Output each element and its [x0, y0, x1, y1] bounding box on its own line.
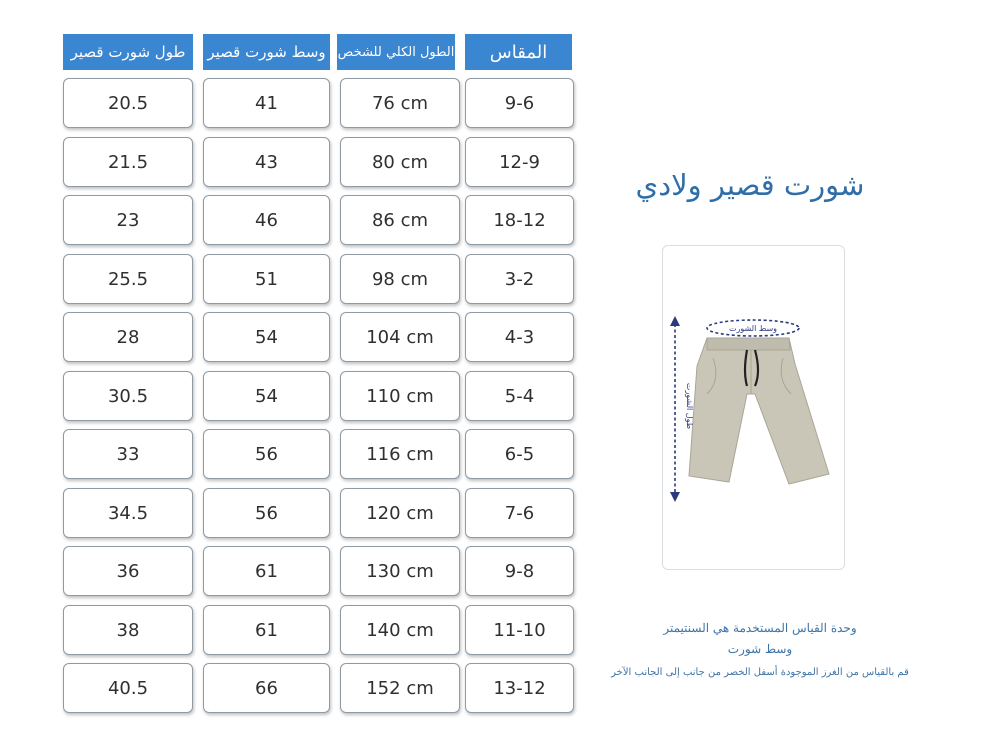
header-total-length: الطول الكلي للشخص [337, 34, 455, 70]
cell-waist: 61 [203, 546, 330, 596]
cell-waist: 51 [203, 254, 330, 304]
cell-height: 80 cm [340, 137, 460, 187]
cell-size: 7-6 [465, 488, 574, 538]
cell-waist: 56 [203, 429, 330, 479]
cell-height: 116 cm [340, 429, 460, 479]
cell-length: 20.5 [63, 78, 193, 128]
cell-size: 18-12 [465, 195, 574, 245]
arrow-up-icon [670, 316, 680, 326]
cell-length: 36 [63, 546, 193, 596]
cell-height: 76 cm [340, 78, 460, 128]
product-title: شورت قصير ولادي [635, 168, 865, 202]
cell-size: 6-5 [465, 429, 574, 479]
cell-size: 5-4 [465, 371, 574, 421]
cell-height: 98 cm [340, 254, 460, 304]
cell-waist: 66 [203, 663, 330, 713]
waist-note-instruction: قم بالقياس من الغرز الموجودة أسفل الخصر من جانب إلى الجانب الآخر [611, 667, 909, 678]
cell-length: 28 [63, 312, 193, 362]
cell-waist: 56 [203, 488, 330, 538]
cell-size: 4-3 [465, 312, 574, 362]
cell-height: 120 cm [340, 488, 460, 538]
header-length: طول شورت قصير [63, 34, 193, 70]
length-label: طول الشورت [685, 382, 694, 430]
waist-note-title: وسط شورت [727, 642, 793, 656]
cell-size: 9-6 [465, 78, 574, 128]
cell-waist: 41 [203, 78, 330, 128]
cell-length: 25.5 [63, 254, 193, 304]
header-waist: وسط شورت قصير [203, 34, 330, 70]
waist-label: وسط الشورت [728, 324, 778, 333]
cell-size: 3-2 [465, 254, 574, 304]
cell-size: 9-8 [465, 546, 574, 596]
cell-waist: 61 [203, 605, 330, 655]
cell-length: 34.5 [63, 488, 193, 538]
cell-size: 13-12 [465, 663, 574, 713]
arrow-down-icon [670, 492, 680, 502]
cell-length: 40.5 [63, 663, 193, 713]
cell-waist: 54 [203, 371, 330, 421]
cell-height: 110 cm [340, 371, 460, 421]
shorts-illustration [689, 338, 829, 484]
cell-length: 38 [63, 605, 193, 655]
cell-length: 33 [63, 429, 193, 479]
unit-note: وحدة القياس المستخدمة هي السنتيمتر [663, 621, 857, 635]
cell-waist: 43 [203, 137, 330, 187]
cell-length: 21.5 [63, 137, 193, 187]
cell-height: 152 cm [340, 663, 460, 713]
cell-waist: 54 [203, 312, 330, 362]
cell-length: 30.5 [63, 371, 193, 421]
cell-length: 23 [63, 195, 193, 245]
header-size: المقاس [465, 34, 572, 70]
cell-height: 104 cm [340, 312, 460, 362]
cell-size: 12-9 [465, 137, 574, 187]
cell-height: 140 cm [340, 605, 460, 655]
cell-waist: 46 [203, 195, 330, 245]
product-image-frame [662, 245, 845, 570]
cell-height: 86 cm [340, 195, 460, 245]
shorts-diagram [663, 246, 846, 571]
cell-size: 11-10 [465, 605, 574, 655]
cell-height: 130 cm [340, 546, 460, 596]
